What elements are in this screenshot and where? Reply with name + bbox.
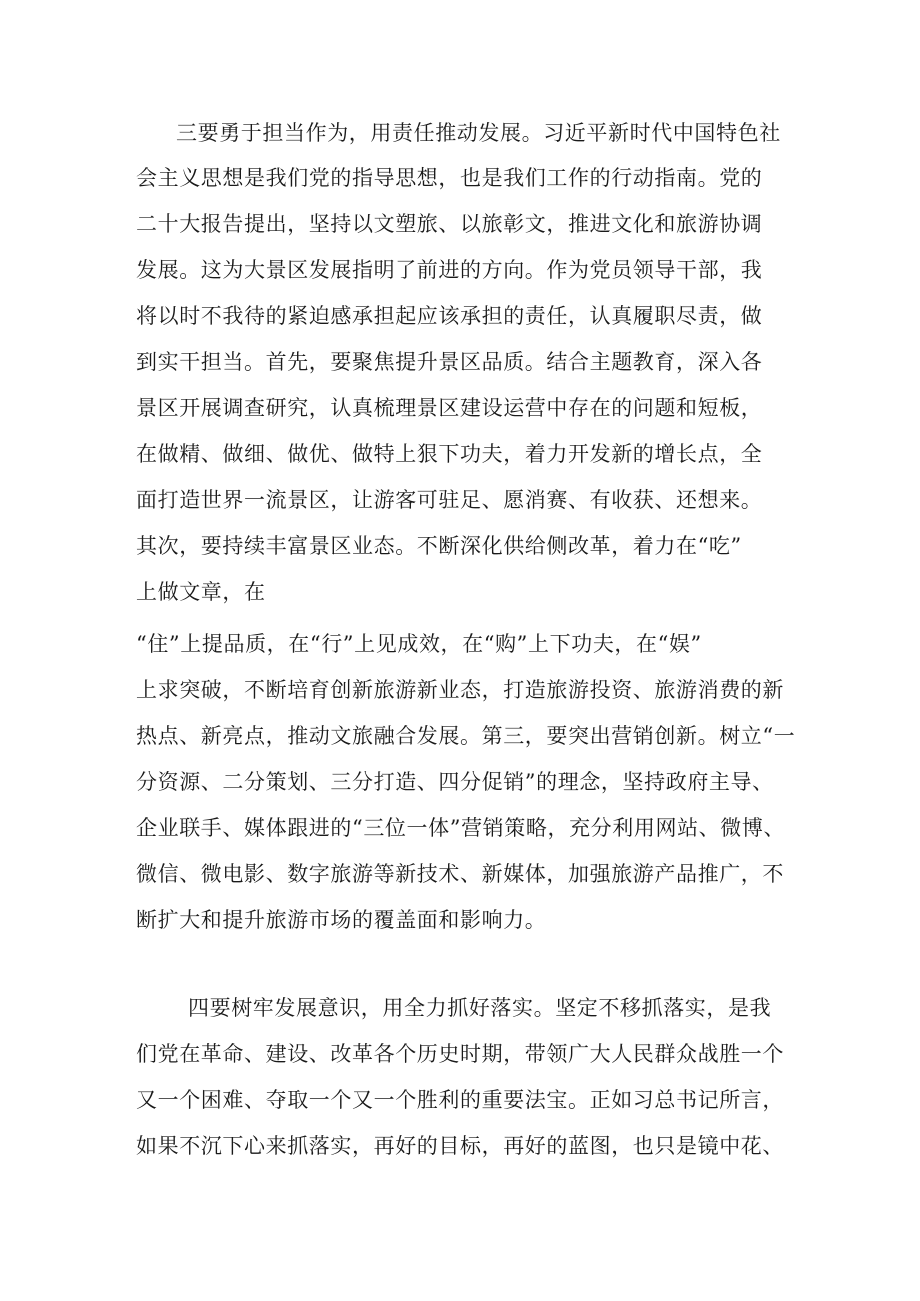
text-line: 二十大报告提出，坚持以文塑旅、以旅彰文，推进文化和旅游协调 [136,212,763,236]
text-line: 在做精、做细、做优、做特上狠下功夫，着力开发新的增长点，全 [136,442,763,466]
text-line: 们党在革命、建设、改革各个历史时期，带领广大人民群众战胜一个 [136,1042,784,1066]
text-line: 其次，要持续丰富景区业态。不断深化供给侧改革，着力在“吃” [136,534,742,558]
text-line: 四要树牢发展意识，用全力抓好落实。坚定不移抓落实，是我 [188,996,772,1020]
text-line: 企业联手、媒体跟进的“三位一体”营销策略，充分利用网站、微博、 [136,816,786,840]
text-line: 到实干担当。首先，要聚焦提升景区品质。结合主题教育，深入各 [136,350,763,374]
text-line: 热点、新亮点，推动文旅融合发展。第三，要突出营销创新。树立“一 [136,724,796,748]
text-line: 景区开展调查研究，认真梳理景区建设运营中存在的问题和短板， [136,396,763,420]
text-line: 分资源、二分策划、三分打造、四分促销”的理念，坚持政府主导、 [136,770,774,794]
text-line: 将以时不我待的紧迫感承担起应该承担的责任，认真履职尽责，做 [136,304,763,328]
text-line: 上做文章，在 [136,580,266,604]
text-line: 又一个困难、夺取一个又一个胜利的重要法宝。正如习总书记所言， [136,1088,784,1112]
text-line: 面打造世界一流景区，让游客可驻足、愿消赛、有收获、还想来。 [136,488,763,512]
text-line: 断扩大和提升旅游市场的覆盖面和影响力。 [136,908,547,932]
text-line: 三要勇于担当作为，用责任推动发展。习近平新时代中国特色社 [176,121,781,145]
text-line: “住”上提品质，在“行”上见成效，在“购”上下功夫，在“娱” [136,632,702,656]
text-line: 会主义思想是我们党的指导思想，也是我们工作的行动指南。党的 [136,166,763,190]
text-line: 发展。这为大景区发展指明了前进的方向。作为党员领导干部，我 [136,258,763,282]
text-line: 上求突破，不断培育创新旅游新业态，打造旅游投资、旅游消费的新 [136,678,784,702]
text-line: 如果不沉下心来抓落实，再好的目标，再好的蓝图，也只是镜中花、 [136,1134,784,1158]
text-line: 微信、微电影、数字旅游等新技术、新媒体，加强旅游产品推广，不 [136,862,784,886]
